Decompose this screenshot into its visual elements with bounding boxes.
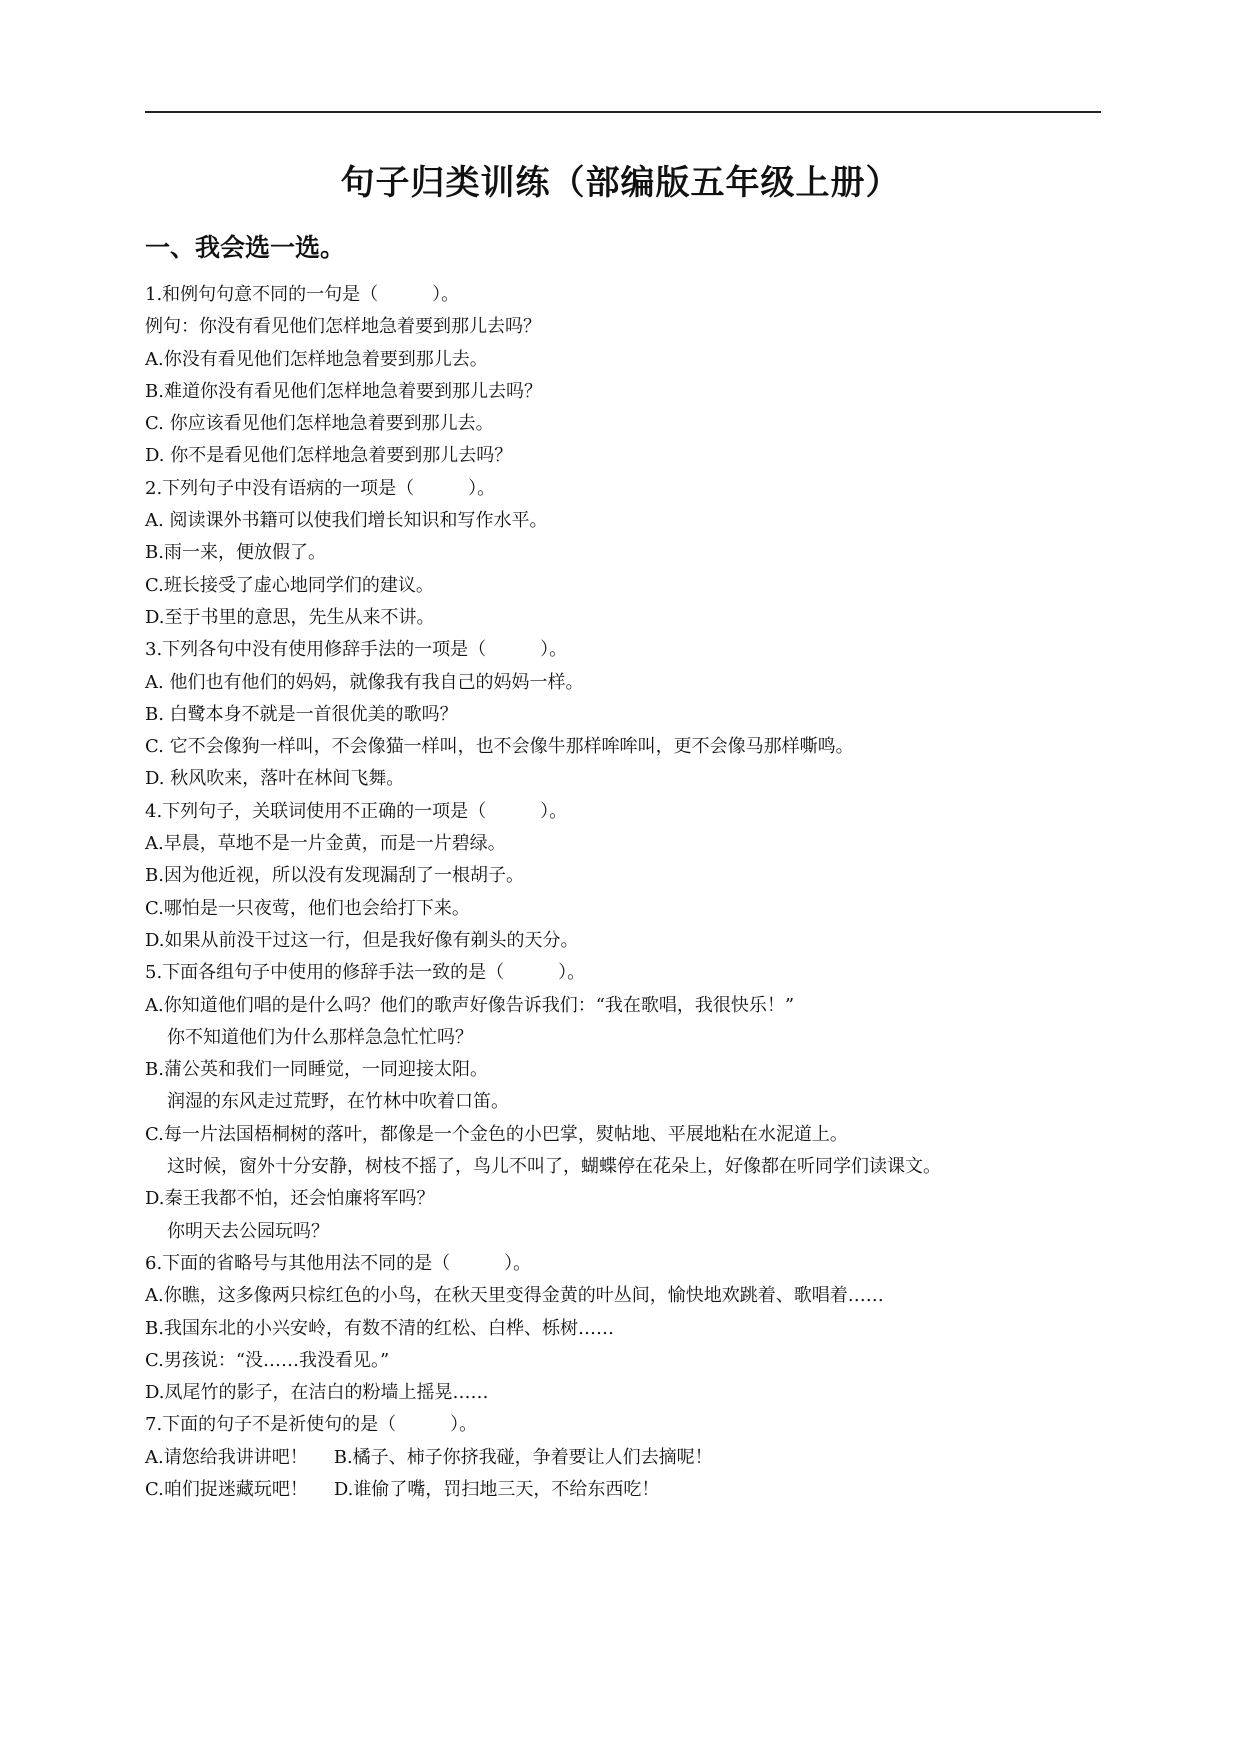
question-5-option-d-line2: 你明天去公园玩吗？ (167, 1220, 329, 1242)
page-title: 句子归类训练（部编版五年级上册） (340, 163, 901, 203)
question-4-option-b: B.因为他近视，所以没有发现漏刮了一根胡子。 (145, 865, 524, 887)
question-2-option-b: B.雨一来，便放假了。 (145, 542, 326, 564)
question-6-option-c: C.男孩说：“没……我没看见。” (145, 1349, 390, 1371)
question-7-options-row-1 (145, 1442, 1105, 1474)
question-6-option-d: D.凤尾竹的影子，在洁白的粉墙上摇晃…… (145, 1382, 489, 1404)
header-rule (145, 111, 1101, 113)
question-3-option-d: D. 秋风吹来，落叶在林间飞舞。 (145, 768, 405, 790)
question-5-option-c-line2: 这时候，窗外十分安静，树枝不摇了，鸟儿不叫了，蝴蝶停在花朵上，好像都在听同学们读课文。 (167, 1156, 941, 1178)
question-5-option-a-line1: A.你知道他们唱的是什么吗？他们的歌声好像告诉我们：“我在歌唱，我很快乐！” (145, 994, 795, 1016)
question-5-option-a-line2: 你不知道他们为什么那样急急忙忙吗？ (167, 1026, 473, 1048)
question-1-stem: 1.和例句句意不同的一句是（ ）。 (145, 284, 460, 305)
question-6-option-b: B.我国东北的小兴安岭，有数不清的红松、白桦、栎树…… (145, 1317, 614, 1339)
question-4-stem: 4.下列句子，关联词使用不正确的一项是（ ）。 (145, 800, 568, 822)
question-1-example: 例句：你没有看见他们怎样地急着要到那儿去吗？ (145, 316, 541, 338)
question-7-option-b: B.橘子、柿子你挤我碰，争着要让人们去摘呢！ (333, 1446, 713, 1468)
question-7-stem: 7.下面的句子不是祈使句的是（ ）。 (145, 1414, 478, 1436)
question-5-option-b-line1: B.蒲公英和我们一同睡觉，一同迎接太阳。 (145, 1059, 488, 1081)
question-3-stem: 3.下列各句中没有使用修辞手法的一项是（ ）。 (145, 639, 568, 661)
question-7-option-a: A.请您给我讲讲吧！ (145, 1446, 308, 1468)
question-5-stem: 5.下面各组句子中使用的修辞手法一致的是（ ）。 (145, 962, 586, 984)
question-4-option-d: D.如果从前没干过这一行，但是我好像有剃头的天分。 (145, 929, 579, 951)
question-5-option-b-line2: 润湿的东风走过荒野，在竹林中吹着口笛。 (167, 1091, 509, 1113)
question-4-option-a: A.早晨，草地不是一片金黄，而是一片碧绿。 (145, 833, 506, 855)
question-7-options-row-2 (145, 1474, 1105, 1506)
question-3-option-a: A. 他们也有他们的妈妈，就像我有我自己的妈妈一样。 (145, 671, 584, 693)
question-2-option-c: C.班长接受了虚心地同学们的建议。 (145, 574, 434, 596)
question-list (145, 279, 1105, 1506)
question-2-option-a: A. 阅读课外书籍可以使我们增长知识和写作水平。 (145, 510, 548, 532)
section-heading: 一、我会选一选。 (145, 233, 346, 262)
question-2-stem: 2.下列句子中没有语病的一项是（ ）。 (145, 477, 496, 499)
question-1-option-c: C. 你应该看见他们怎样地急着要到那儿去。 (145, 413, 494, 435)
question-5-option-d-line1: D.秦王我都不怕，还会怕廉将军吗？ (145, 1188, 435, 1210)
question-1-option-a: A.你没有看见他们怎样地急着要到那儿去。 (145, 348, 488, 370)
question-3-option-c: C. 它不会像狗一样叫，不会像猫一样叫，也不会像牛那样哞哞叫，更不会像马那样嘶鸣。 (145, 736, 854, 758)
question-6-option-a: A.你瞧，这多像两只棕红色的小鸟，在秋天里变得金黄的叶丛间，愉快地欢跳着、歌唱着…… (145, 1285, 884, 1307)
question-3-option-b: B. 白鹭本身不就是一首很优美的歌吗？ (145, 703, 458, 725)
question-4-option-c: C.哪怕是一只夜莺，他们也会给打下来。 (145, 897, 470, 919)
question-5-option-c-line1: C.每一片法国梧桐树的落叶，都像是一个金色的小巴掌，熨帖地、平展地粘在水泥道上。 (145, 1123, 848, 1145)
question-7-option-c: C.咱们捉迷藏玩吧！ (145, 1478, 308, 1500)
question-1-option-d: D. 你不是看见他们怎样地急着要到那儿去吗？ (145, 445, 513, 467)
question-6-stem: 6.下面的省略号与其他用法不同的是（ ）。 (145, 1252, 532, 1274)
question-1-option-b: B.难道你没有看见他们怎样地急着要到那儿去吗？ (145, 380, 542, 402)
question-7-option-d: D.谁偷了嘴，罚扫地三天，不给东西吃！ (333, 1478, 660, 1500)
question-2-option-d: D.至于书里的意思，先生从来不讲。 (145, 606, 435, 628)
